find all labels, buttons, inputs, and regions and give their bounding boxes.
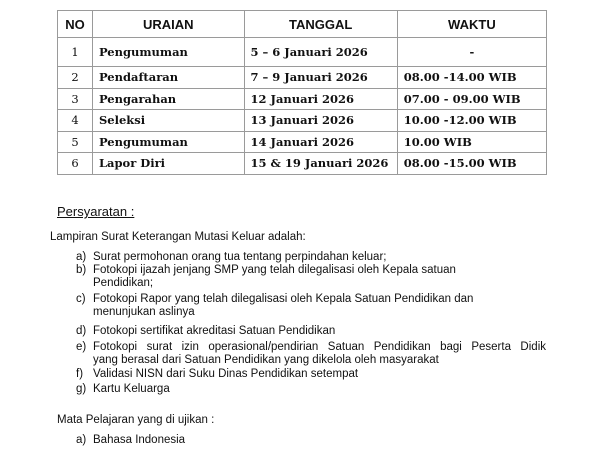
subjects-intro: Mata Pelajaran yang di ujikan : [57, 414, 215, 426]
requirements-heading: Persyaratan : [57, 204, 135, 219]
list-item-continuation: yang berasal dari Satuan Pendidikan yang dikelola oleh masyarakat [93, 354, 439, 366]
header-waktu: WAKTU [397, 11, 546, 38]
cell-waktu: 10.00 WIB [397, 131, 546, 153]
cell-no: 2 [58, 67, 93, 89]
cell-uraian: Lapor Diri [92, 153, 244, 175]
header-tanggal: TANGGAL [244, 11, 397, 38]
cell-tanggal: 7 – 9 Januari 2026 [244, 67, 397, 89]
header-uraian: URAIAN [92, 11, 244, 38]
list-item: Fotokopi Rapor yang telah dilegalisasi oleh Kepala Satuan Pendidikan dan [93, 293, 474, 305]
table-row [58, 88, 547, 110]
list-marker: c) [76, 293, 86, 305]
cell-no: 3 [58, 88, 93, 110]
list-item-continuation: Pendidikan; [93, 277, 154, 289]
cell-uraian: Pengumuman [92, 131, 244, 153]
cell-uraian: Pendaftaran [92, 67, 244, 89]
cell-uraian: Pengarahan [92, 88, 244, 110]
cell-no: 5 [58, 131, 93, 153]
cell-no: 4 [58, 110, 93, 132]
cell-waktu: 10.00 -12.00 WIB [397, 110, 546, 132]
list-marker: b) [76, 264, 87, 276]
cell-uraian: Seleksi [92, 110, 244, 132]
table-row [58, 110, 547, 132]
header-no: NO [58, 11, 93, 38]
list-item: Fotokopi sertifikat akreditasi Satuan Pendidikan [93, 325, 336, 337]
requirements-intro: Lampiran Surat Keterangan Mutasi Keluar adalah: [50, 231, 306, 243]
cell-tanggal: 15 & 19 Januari 2026 [244, 153, 397, 175]
cell-uraian: Pengumuman [92, 38, 244, 67]
list-item: Validasi NISN dari Suku Dinas Pendidikan setempat [93, 368, 359, 380]
cell-waktu: - [397, 38, 546, 67]
list-marker: a) [76, 434, 87, 446]
list-item: Fotokopi surat izin operasional/pendirian Satuan Pendidikan bagi Peserta Didik [93, 341, 546, 353]
list-marker: f) [76, 368, 84, 380]
list-marker: d) [76, 325, 87, 337]
cell-waktu: 07.00 - 09.00 WIB [397, 88, 546, 110]
cell-tanggal: 5 – 6 Januari 2026 [244, 38, 397, 67]
schedule-table [57, 10, 547, 175]
list-item: Surat permohonan orang tua tentang perpindahan keluar; [93, 251, 387, 263]
list-marker: e) [76, 341, 87, 353]
cell-no: 6 [58, 153, 93, 175]
cell-tanggal: 12 Januari 2026 [244, 88, 397, 110]
cell-no: 1 [58, 38, 93, 67]
list-marker: g) [76, 383, 87, 395]
table-header-row [58, 11, 547, 38]
cell-waktu: 08.00 -14.00 WIB [397, 67, 546, 89]
list-item: Kartu Keluarga [93, 383, 170, 395]
table-row [58, 67, 547, 89]
cell-waktu: 08.00 -15.00 WIB [397, 153, 546, 175]
list-item-continuation: menunjukan aslinya [93, 306, 195, 318]
table-row [58, 153, 547, 175]
list-marker: a) [76, 251, 87, 263]
table-row [58, 38, 547, 67]
subject-item: Bahasa Indonesia [93, 434, 186, 446]
cell-tanggal: 13 Januari 2026 [244, 110, 397, 132]
cell-tanggal: 14 Januari 2026 [244, 131, 397, 153]
list-item: Fotokopi ijazah jenjang SMP yang telah dilegalisasi oleh Kepala satuan [93, 264, 456, 276]
table-row [58, 131, 547, 153]
